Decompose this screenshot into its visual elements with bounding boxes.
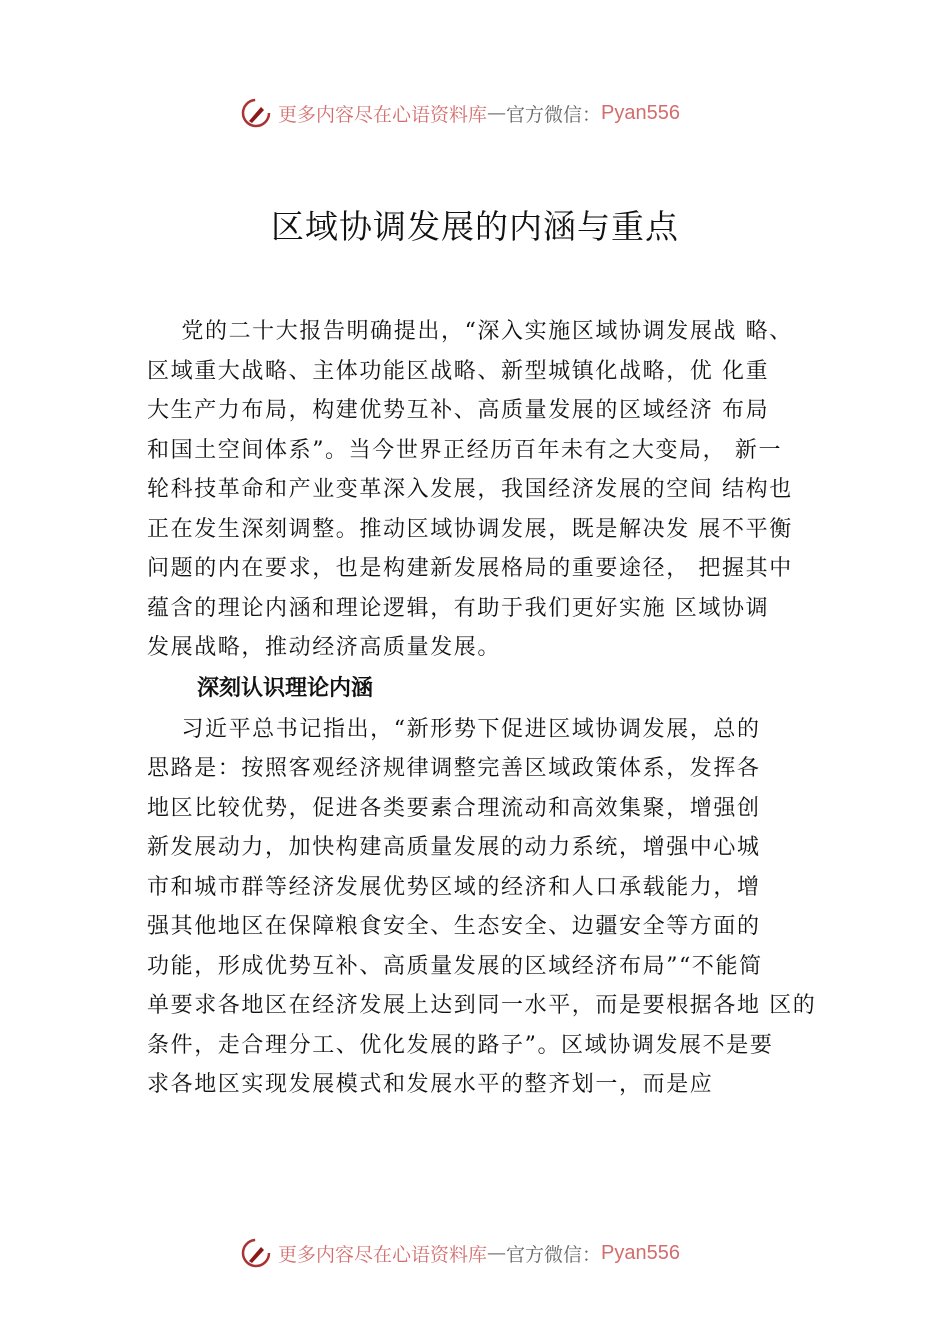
pen-logo-icon [240, 1237, 272, 1269]
text-line: 条件，走合理分工、优化发展的路子”。区域协调发展不是要 [147, 1032, 774, 1058]
paragraph-1 [147, 312, 927, 668]
paragraph-2 [147, 710, 927, 1105]
text-line: 思路是：按照客观经济规律调整完善区域政策体系，发挥各 [147, 756, 761, 781]
text-line: 习近平总书记指出，“新形势下促进区域协调发展，总的 [147, 716, 761, 742]
text-line: 轮科技革命和产业变革深入发展，我国经济发展的空间 结构也 [147, 477, 793, 502]
watermark-id: Pyan556 [601, 1241, 680, 1264]
text-line: 市和城市群等经济发展优势区域的经济和人口承载能力，增 [147, 874, 761, 900]
footer-watermark [240, 1236, 680, 1270]
watermark-brand: 更多内容尽在心语资料库 [278, 1243, 488, 1266]
text-line: 地区比较优势，促进各类要素合理流动和高效集聚，增强创 [147, 795, 761, 821]
text-line: 党的二十大报告明确提出，“深入实施区域协调发展战 略、 [147, 319, 793, 344]
watermark-official: 官方微信： [506, 103, 602, 126]
text-line: 蕴含的理论内涵和理论逻辑，有助于我们更好实施 区域协调 [147, 595, 770, 621]
watermark-id: Pyan556 [601, 101, 680, 124]
text-line: 发展战略，推动经济高质量发展。 [147, 635, 502, 660]
pen-logo-icon [240, 97, 272, 129]
watermark-dash: — [487, 102, 507, 124]
text-line: 强其他地区在保障粮食安全、生态安全、边疆安全等方面的 [147, 914, 761, 939]
text-line: 正在发生深刻调整。推动区域协调发展，既是解决发 展不平衡 [147, 516, 793, 542]
text-line: 问题的内在要求，也是构建新发展格局的重要途径， 把握其中 [147, 556, 793, 581]
text-line: 大生产力布局，构建优势互补、高质量发展的区域经济 布局 [147, 398, 770, 423]
watermark-dash: — [487, 1242, 507, 1264]
section-heading: 深刻认识理论内涵 [197, 675, 374, 701]
header-watermark [240, 96, 680, 130]
watermark-brand: 更多内容尽在心语资料库 [278, 103, 488, 126]
text-line: 求各地区实现发展模式和发展水平的整齐划一，而是应 [147, 1072, 714, 1097]
text-line: 功能，形成优势互补、高质量发展的区域经济布局”“不能简 [147, 953, 763, 979]
text-line: 和国土空间体系”。当今世界正经历百年未有之大变局， 新一 [147, 437, 783, 463]
watermark-official: 官方微信： [506, 1243, 602, 1266]
text-line: 单要求各地区在经济发展上达到同一水平，而是要根据各地 区的 [147, 993, 817, 1018]
text-line: 区域重大战略、主体功能区战略、新型城镇化战略，优 化重 [147, 358, 770, 384]
document-title: 区域协调发展的内涵与重点 [271, 207, 679, 246]
document-body [0, 205, 950, 1105]
text-line: 新发展动力，加快构建高质量发展的动力系统，增强中心城 [147, 835, 761, 860]
